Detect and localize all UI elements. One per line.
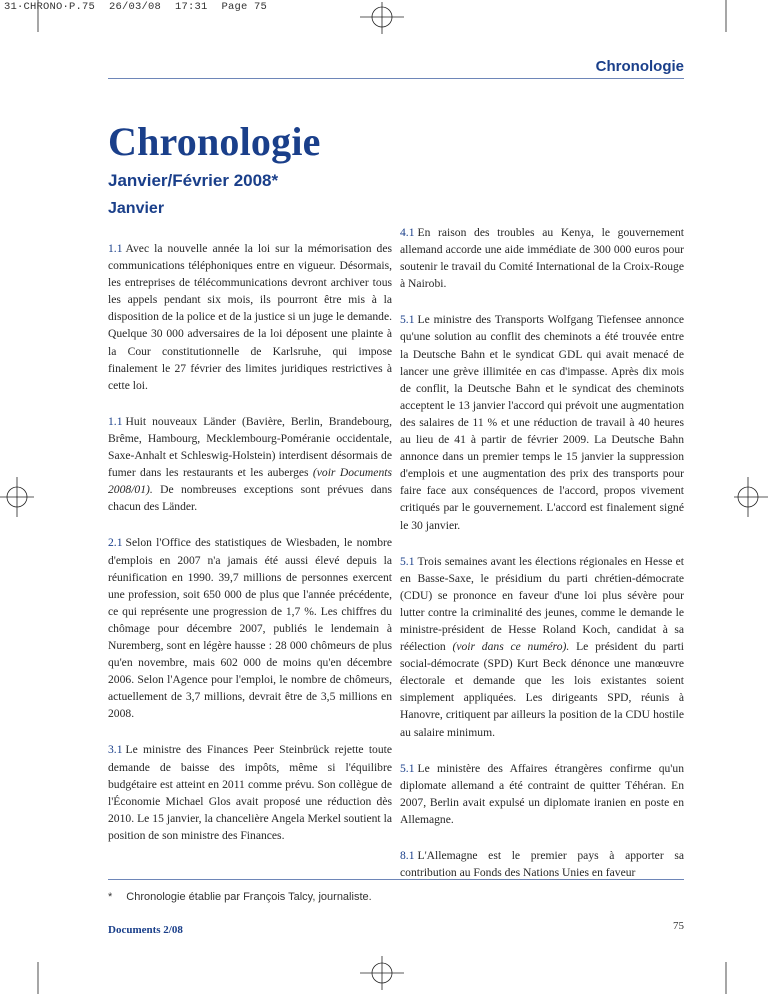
slug-time: 17:31 [175, 1, 208, 13]
journal-issue: Documents 2/08 [108, 924, 183, 936]
entry-text: Avec la nouvelle année la loi sur la mémorisation des communications téléphoniques entre en vigueur. Désormais, les entreprises de télécommunications devront archiver tous les appels pendant six mois, ils pourront être mis à la disposition de la police et de la justice si un juge le demande. Quelque 30 000 adversaires de la loi déposent une plainte à la Cour constitutionnelle de Karlsruhe, qui impose finalement le 27 février des limites juridiques restrictives à cette loi. [108, 242, 392, 392]
page-number: 75 [673, 920, 684, 932]
entry-date: 2.1 [108, 536, 123, 550]
chronology-entry [108, 240, 392, 394]
page-title: Chronologie [108, 119, 321, 164]
footnote-rule [108, 879, 684, 880]
entry-date: 5.1 [400, 554, 415, 568]
slug-date: 26/03/08 [109, 1, 162, 13]
entry-date: 3.1 [108, 743, 123, 757]
entry-text: De nombreuses exceptions sont prévues dans chacun des Länder. [108, 483, 392, 514]
entry-text: Le ministère des Affaires étrangères confirme qu'un diplomate allemand a été contraint de quitter Téhéran. En 2007, Berlin avait expulsé un diplomate iranien en poste en Allemagne. [400, 761, 684, 826]
slug-page: Page 75 [221, 1, 268, 13]
entry-text: L'Allemagne est le premier pays à apporter sa contribution au Fonds des Nations Unies en faveur [400, 849, 684, 880]
chronology-entry [108, 534, 392, 722]
entry-text: Le ministre des Finances Peer Steinbrück rejette toute demande de baisse des impôts, même si l'équilibre budgétaire est atteint en 2011 comme prévu. Son collègue de l'Économie Michael Glos avait proposé une réduction dès 2010. Le 15 janvier, la chancelière Angela Merkel soutient la position de son ministre des Finances. [108, 743, 392, 842]
chronology-entry [400, 847, 684, 881]
print-slug [4, 1, 281, 13]
footnote-marker: * [108, 891, 113, 903]
left-column [108, 200, 392, 863]
running-header: Chronologie [595, 58, 684, 75]
chronology-entry [400, 311, 684, 533]
right-column [400, 224, 684, 900]
page-subtitle: Janvier/Février 2008* [108, 171, 279, 190]
chronology-entry [400, 553, 684, 741]
chronology-entry [108, 741, 392, 844]
footnote-text: Chronologie établie par François Talcy, journaliste. [126, 891, 372, 903]
slug-file: 31·CHRONO·P.75 [4, 1, 96, 13]
entry-text: En raison des troubles au Kenya, le gouvernement allemand accorde une aide immédiate de 300 000 euros pour soutenir le travail du Comité International de la Croix-Rouge à Nairobi. [400, 226, 684, 291]
registration-mark-left [0, 477, 34, 517]
month-heading: Janvier [108, 200, 165, 217]
entry-text: Le ministre des Transports Wolfgang Tiefensee annonce qu'une solution au conflit des cheminots a été trouvée entre la Deutsche Bahn et le syndicat GDL qui avait menacé de lancer une grève illimitée en cas d'impasse. Après dix mois de conflit, la Deutsche Bahn et le syndicat des cheminots acceptent le 13 janvier l'accord qui prévoit une augmentation des salaires de 11 % et une réduction de travail à 40 heures au lieu de 41 à partir de février 2009. La Deutsche Bahn annonce dans un premier temps le 15 janvier la suppression d'emplois et une augmentation des prix des transports pour faire face aux conséquences de l'accord, propos vivement critiqués par le gouvernement. L'accord est finalement signé le 30 janvier. [400, 313, 684, 532]
entry-date: 1.1 [108, 242, 123, 255]
entry-reference: (voir dans ce numéro). [452, 640, 570, 654]
entry-reference: (voir Documents 2008/01). [108, 466, 392, 497]
chronology-entry [400, 760, 684, 828]
footnote [108, 891, 372, 903]
chronology-entry [108, 413, 392, 516]
registration-mark-right [734, 477, 768, 517]
entry-date: 8.1 [400, 849, 415, 862]
entry-date: 4.1 [400, 226, 415, 239]
entry-date: 5.1 [400, 313, 415, 327]
entry-text: Huit nouveaux Länder (Bavière, Berlin, Brandebourg, Brême, Hambourg, Mecklembourg-Poméranie occidentale, Saxe-Anhalt et Schleswig-Holstein) interdisent désormais de fumer dans les restaurants et les auberges [108, 414, 392, 480]
entry-text: Le président du parti social-démocrate (SPD) Kurt Beck dénonce une manœuvre électorale et demande que les lois existantes soient simplement appliquées. Les dirigeants SPD, réunis à Hanovre, critiquent par ailleurs la position de la CDU hostile au salaire minimum. [400, 640, 684, 739]
registration-mark-bottom [360, 956, 404, 990]
registration-mark-top [360, 2, 404, 34]
chronology-entry [400, 224, 684, 292]
entry-text: Trois semaines avant les élections régionales en Hesse et en Basse-Saxe, le présidium du parti chrétien-démocrate (CDU) se prononce en faveur d'une loi plus sévère pour lutter contre la criminalité des jeunes, comme le demande le ministre-président de Hesse Roland Koch, candidat à sa réélection [400, 554, 684, 654]
entry-text: Selon l'Office des statistiques de Wiesbaden, le nombre d'emplois en 2007 n'a jamais été aussi élevé depuis la réunification en 1990. 39,7 millions de personnes exercent une profession, soit 650 000 de plus que l'année précédente, ce qui représente une progression de 1,7 %. Les chiffres du chômage pour décembre 2007, publiés le lendemain à Nuremberg, sont en légère hausse : 28 000 chômeurs de plus qu'en novembre, mais 602 000 de moins qu'en décembre 2006. Selon l'Agence pour l'emploi, le nombre de chômeurs, actuellement de 3,7 millions, devrait être de 3,5 millions en 2008. [108, 536, 392, 721]
entry-date: 1.1 [108, 414, 123, 428]
header-rule [108, 78, 684, 79]
entry-date: 5.1 [400, 761, 415, 775]
